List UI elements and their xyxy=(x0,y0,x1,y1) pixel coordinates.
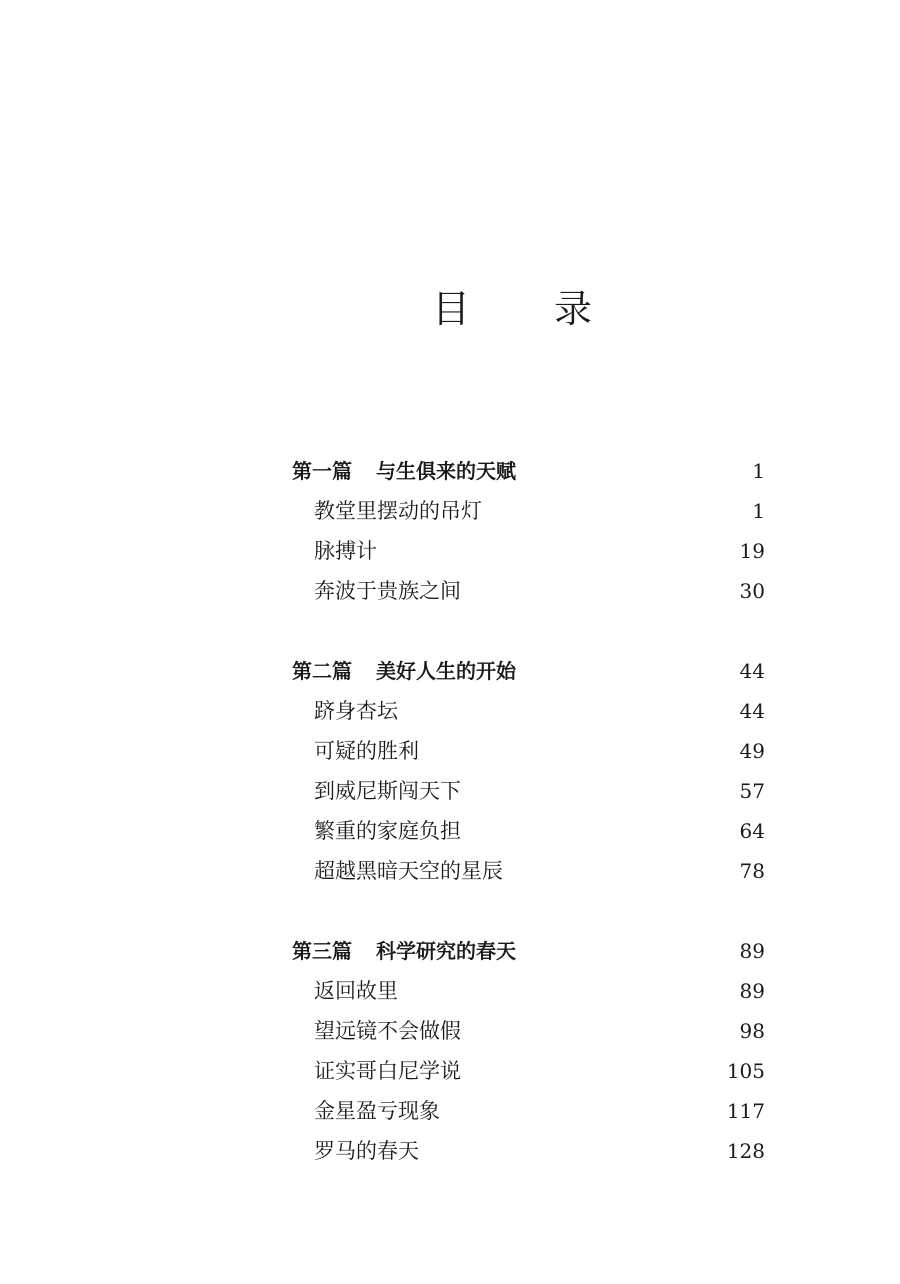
part-title: 与生俱来的天赋 xyxy=(376,459,516,483)
page-number: 49 xyxy=(739,739,765,763)
toc-chapter[interactable] xyxy=(314,1131,765,1171)
page-number: 117 xyxy=(726,1099,765,1123)
chapter-title: 教堂里摆动的吊灯 xyxy=(314,499,482,523)
page-number: 105 xyxy=(726,1059,765,1083)
part-number: 第三篇 xyxy=(292,939,352,963)
part-title: 科学研究的春天 xyxy=(376,939,516,963)
dot-leader xyxy=(387,531,732,571)
toc-chapter[interactable] xyxy=(314,571,765,611)
chapter-title: 罗马的春天 xyxy=(314,1139,419,1163)
toc-chapter[interactable] xyxy=(314,851,765,891)
page-number: 30 xyxy=(739,579,765,603)
dot-leader xyxy=(471,1011,732,1051)
part-number: 第二篇 xyxy=(292,659,352,683)
chapter-title: 望远镜不会做假 xyxy=(314,1019,461,1043)
page-number: 19 xyxy=(739,539,765,563)
chapter-title: 金星盈亏现象 xyxy=(314,1099,440,1123)
page-number: 1 xyxy=(752,499,765,523)
dot-leader xyxy=(513,851,732,891)
toc-chapter[interactable] xyxy=(314,811,765,851)
toc-part-3[interactable] xyxy=(292,931,765,971)
chapter-title: 脉搏计 xyxy=(314,539,377,563)
dot-leader xyxy=(429,1131,719,1171)
page-number: 89 xyxy=(739,979,765,1003)
part-title: 美好人生的开始 xyxy=(376,659,516,683)
toc-part-1[interactable] xyxy=(292,451,765,491)
toc-chapter[interactable] xyxy=(314,971,765,1011)
dot-leader xyxy=(408,691,732,731)
toc-chapter[interactable] xyxy=(314,731,765,771)
toc-chapter[interactable] xyxy=(314,1091,765,1131)
toc-part-2[interactable] xyxy=(292,651,765,691)
page-number: 78 xyxy=(739,859,765,883)
dot-leader xyxy=(492,491,739,531)
dot-leader xyxy=(526,931,732,971)
page-number: 44 xyxy=(739,659,765,683)
toc-chapter[interactable] xyxy=(314,531,765,571)
toc-chapter[interactable] xyxy=(314,771,765,811)
chapter-title: 可疑的胜利 xyxy=(314,739,419,763)
chapter-title: 繁重的家庭负担 xyxy=(314,819,461,843)
dot-leader xyxy=(450,1091,719,1131)
page-number: 44 xyxy=(739,699,765,723)
page-number: 128 xyxy=(726,1139,765,1163)
toc-chapter[interactable] xyxy=(314,1011,765,1051)
page-number: 89 xyxy=(739,939,765,963)
toc-chapter[interactable] xyxy=(314,1051,765,1091)
page-number: 64 xyxy=(739,819,765,843)
dot-leader xyxy=(471,1051,719,1091)
page-number: 1 xyxy=(752,459,765,483)
page-number: 57 xyxy=(739,779,765,803)
toc-chapter[interactable] xyxy=(314,491,765,531)
chapter-title: 奔波于贵族之间 xyxy=(314,579,461,603)
chapter-title: 到威尼斯闯天下 xyxy=(314,779,461,803)
chapter-title: 超越黑暗天空的星辰 xyxy=(314,859,503,883)
page-title: 目 录 xyxy=(431,287,629,331)
chapter-title: 跻身杏坛 xyxy=(314,699,398,723)
dot-leader xyxy=(471,811,732,851)
dot-leader xyxy=(526,451,739,491)
part-number: 第一篇 xyxy=(292,459,352,483)
page-number: 98 xyxy=(739,1019,765,1043)
chapter-title: 证实哥白尼学说 xyxy=(314,1059,461,1083)
dot-leader xyxy=(471,571,732,611)
dot-leader xyxy=(526,651,732,691)
dot-leader xyxy=(471,771,732,811)
toc-chapter[interactable] xyxy=(314,691,765,731)
dot-leader xyxy=(429,731,732,771)
chapter-title: 返回故里 xyxy=(314,979,398,1003)
dot-leader xyxy=(408,971,732,1011)
